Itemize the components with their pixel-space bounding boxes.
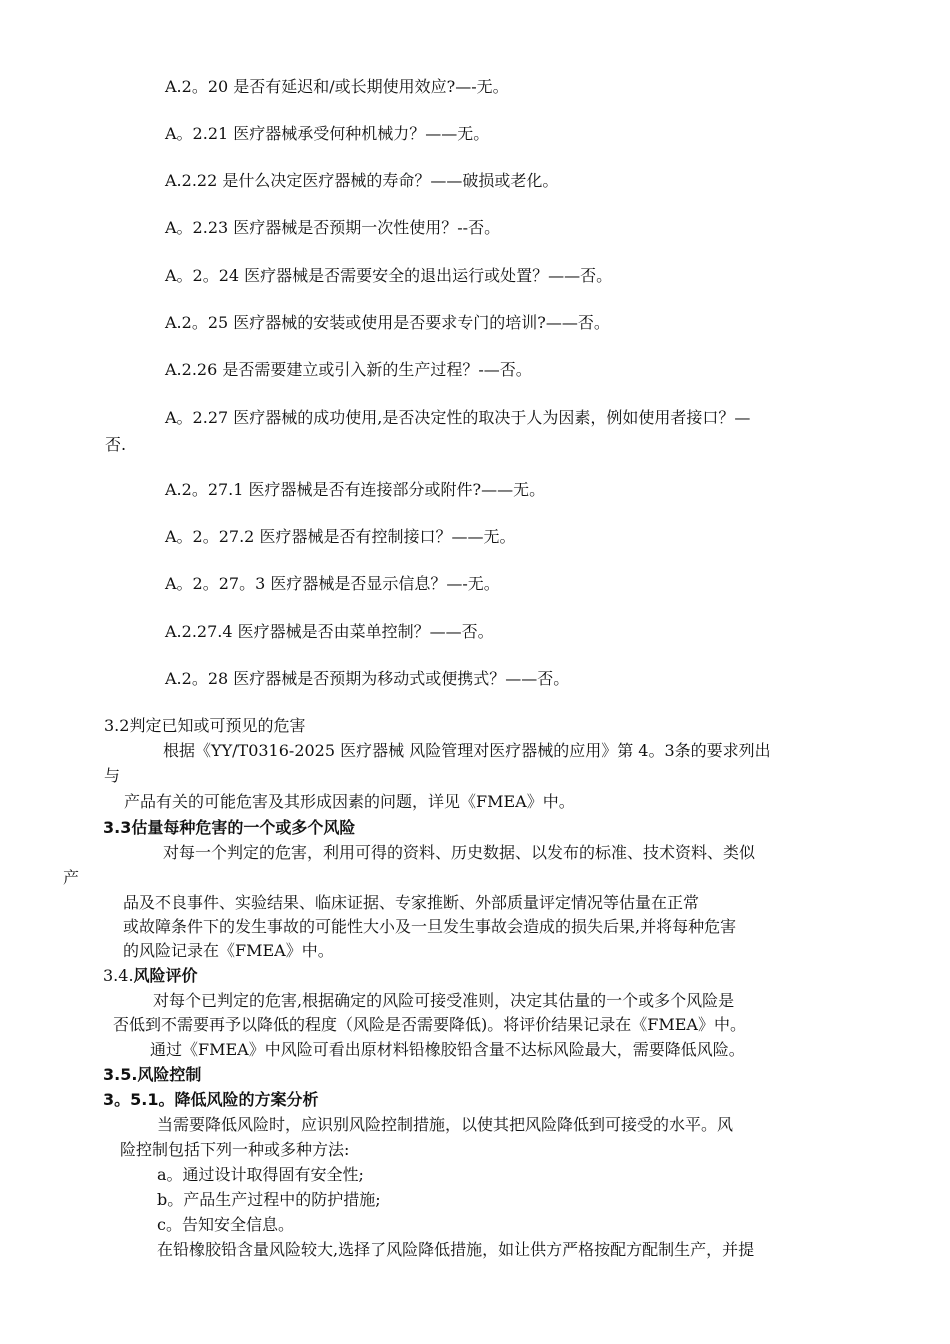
qa-item: A。2.27 医疗器械的成功使用,是否决定性的取决于人为因素，例如使用者接口？— [165,408,751,427]
qa-item: A.2。28 医疗器械是否预期为移动式或便携式？——否。 [165,669,570,688]
section-heading-3-3: 3.3估量每种危害的一个或多个风险 [103,818,356,837]
qa-item: A.2.22 是什么决定医疗器械的寿命？——破损或老化。 [165,171,559,190]
paragraph-line: 险控制包括下列一种或多种方法: [120,1140,350,1159]
subsection-heading-3-5-1: 3。5.1。降低风险的方案分析 [103,1090,319,1109]
paragraph-line: 对每个已判定的危害,根据确定的风险可接受准则，决定其估量的一个或多个风险是 [153,991,735,1010]
paragraph-line: 根据《YY/T0316-2025 医疗器械 风险管理对医疗器械的应用》第 4。3条的要求列出 [163,741,771,760]
paragraph-line: 或故障条件下的发生事故的可能性大小及一旦发生事故会造成的损失后果,并将每种危害 [123,917,737,936]
qa-item: A。2.23 医疗器械是否预期一次性使用？--否。 [165,218,501,237]
paragraph-line: 否低到不需要再予以降低的程度（风险是否需要降低)。将评价结果记录在《FMEA》中。 [113,1015,746,1034]
paragraph-line: 与 [104,766,121,785]
qa-item: A。2。27.2 医疗器械是否有控制接口？——无。 [165,527,516,546]
paragraph-line: 通过《FMEA》中风险可看出原材料铅橡胶铅含量不达标风险最大，需要降低风险。 [150,1040,745,1059]
list-item: c。告知安全信息。 [157,1215,294,1234]
qa-item: A.2.27.4 医疗器械是否由菜单控制？——否。 [165,622,494,641]
qa-item: A。2。27。3 医疗器械是否显示信息？—-无。 [165,574,500,593]
paragraph-line: 产 [63,868,80,887]
section-heading-3-5: 3.5.风险控制 [103,1065,202,1084]
paragraph-line: 对每一个判定的危害，利用可得的资料、历史数据、以发布的标准、技术资料、类似 [163,843,756,862]
paragraph-line: 的风险记录在《FMEA》中。 [123,941,334,960]
paragraph-line: 在铅橡胶铅含量风险较大,选择了风险降低措施，如让供方严格按配方配制生产，并提 [157,1240,755,1259]
list-item: a。通过设计取得固有安全性; [157,1165,364,1184]
list-item: b。产品生产过程中的防护措施; [157,1190,381,1209]
qa-item: A.2。25 医疗器械的安装或使用是否要求专门的培训?——否。 [165,313,610,332]
qa-item: A。2.21 医疗器械承受何种机械力？——无。 [165,124,490,143]
paragraph-line: 品及不良事件、实验结果、临床证据、专家推断、外部质量评定情况等估量在正常 [123,893,700,912]
qa-item-continuation: 否. [105,435,127,454]
section-number: 3.4. [103,966,134,985]
qa-item: A.2。20 是否有延迟和/或长期使用效应?—-无。 [165,77,509,96]
section-heading-3-2: 3.2判定已知或可预见的危害 [104,716,306,735]
paragraph-line: 产品有关的可能危害及其形成因素的问题，详见《FMEA》中。 [124,792,575,811]
section-heading-3-4 [103,966,198,986]
paragraph-line: 当需要降低风险时，应识别风险控制措施，以使其把风险降低到可接受的水平。风 [157,1115,734,1134]
section-title: 风险评价 [133,966,198,985]
qa-item: A.2。27.1 医疗器械是否有连接部分或附件?——无。 [165,480,546,499]
qa-item: A。2。24 医疗器械是否需要安全的退出运行或处置？——否。 [165,266,613,285]
qa-item: A.2.26 是否需要建立或引入新的生产过程？-—否。 [165,360,532,379]
